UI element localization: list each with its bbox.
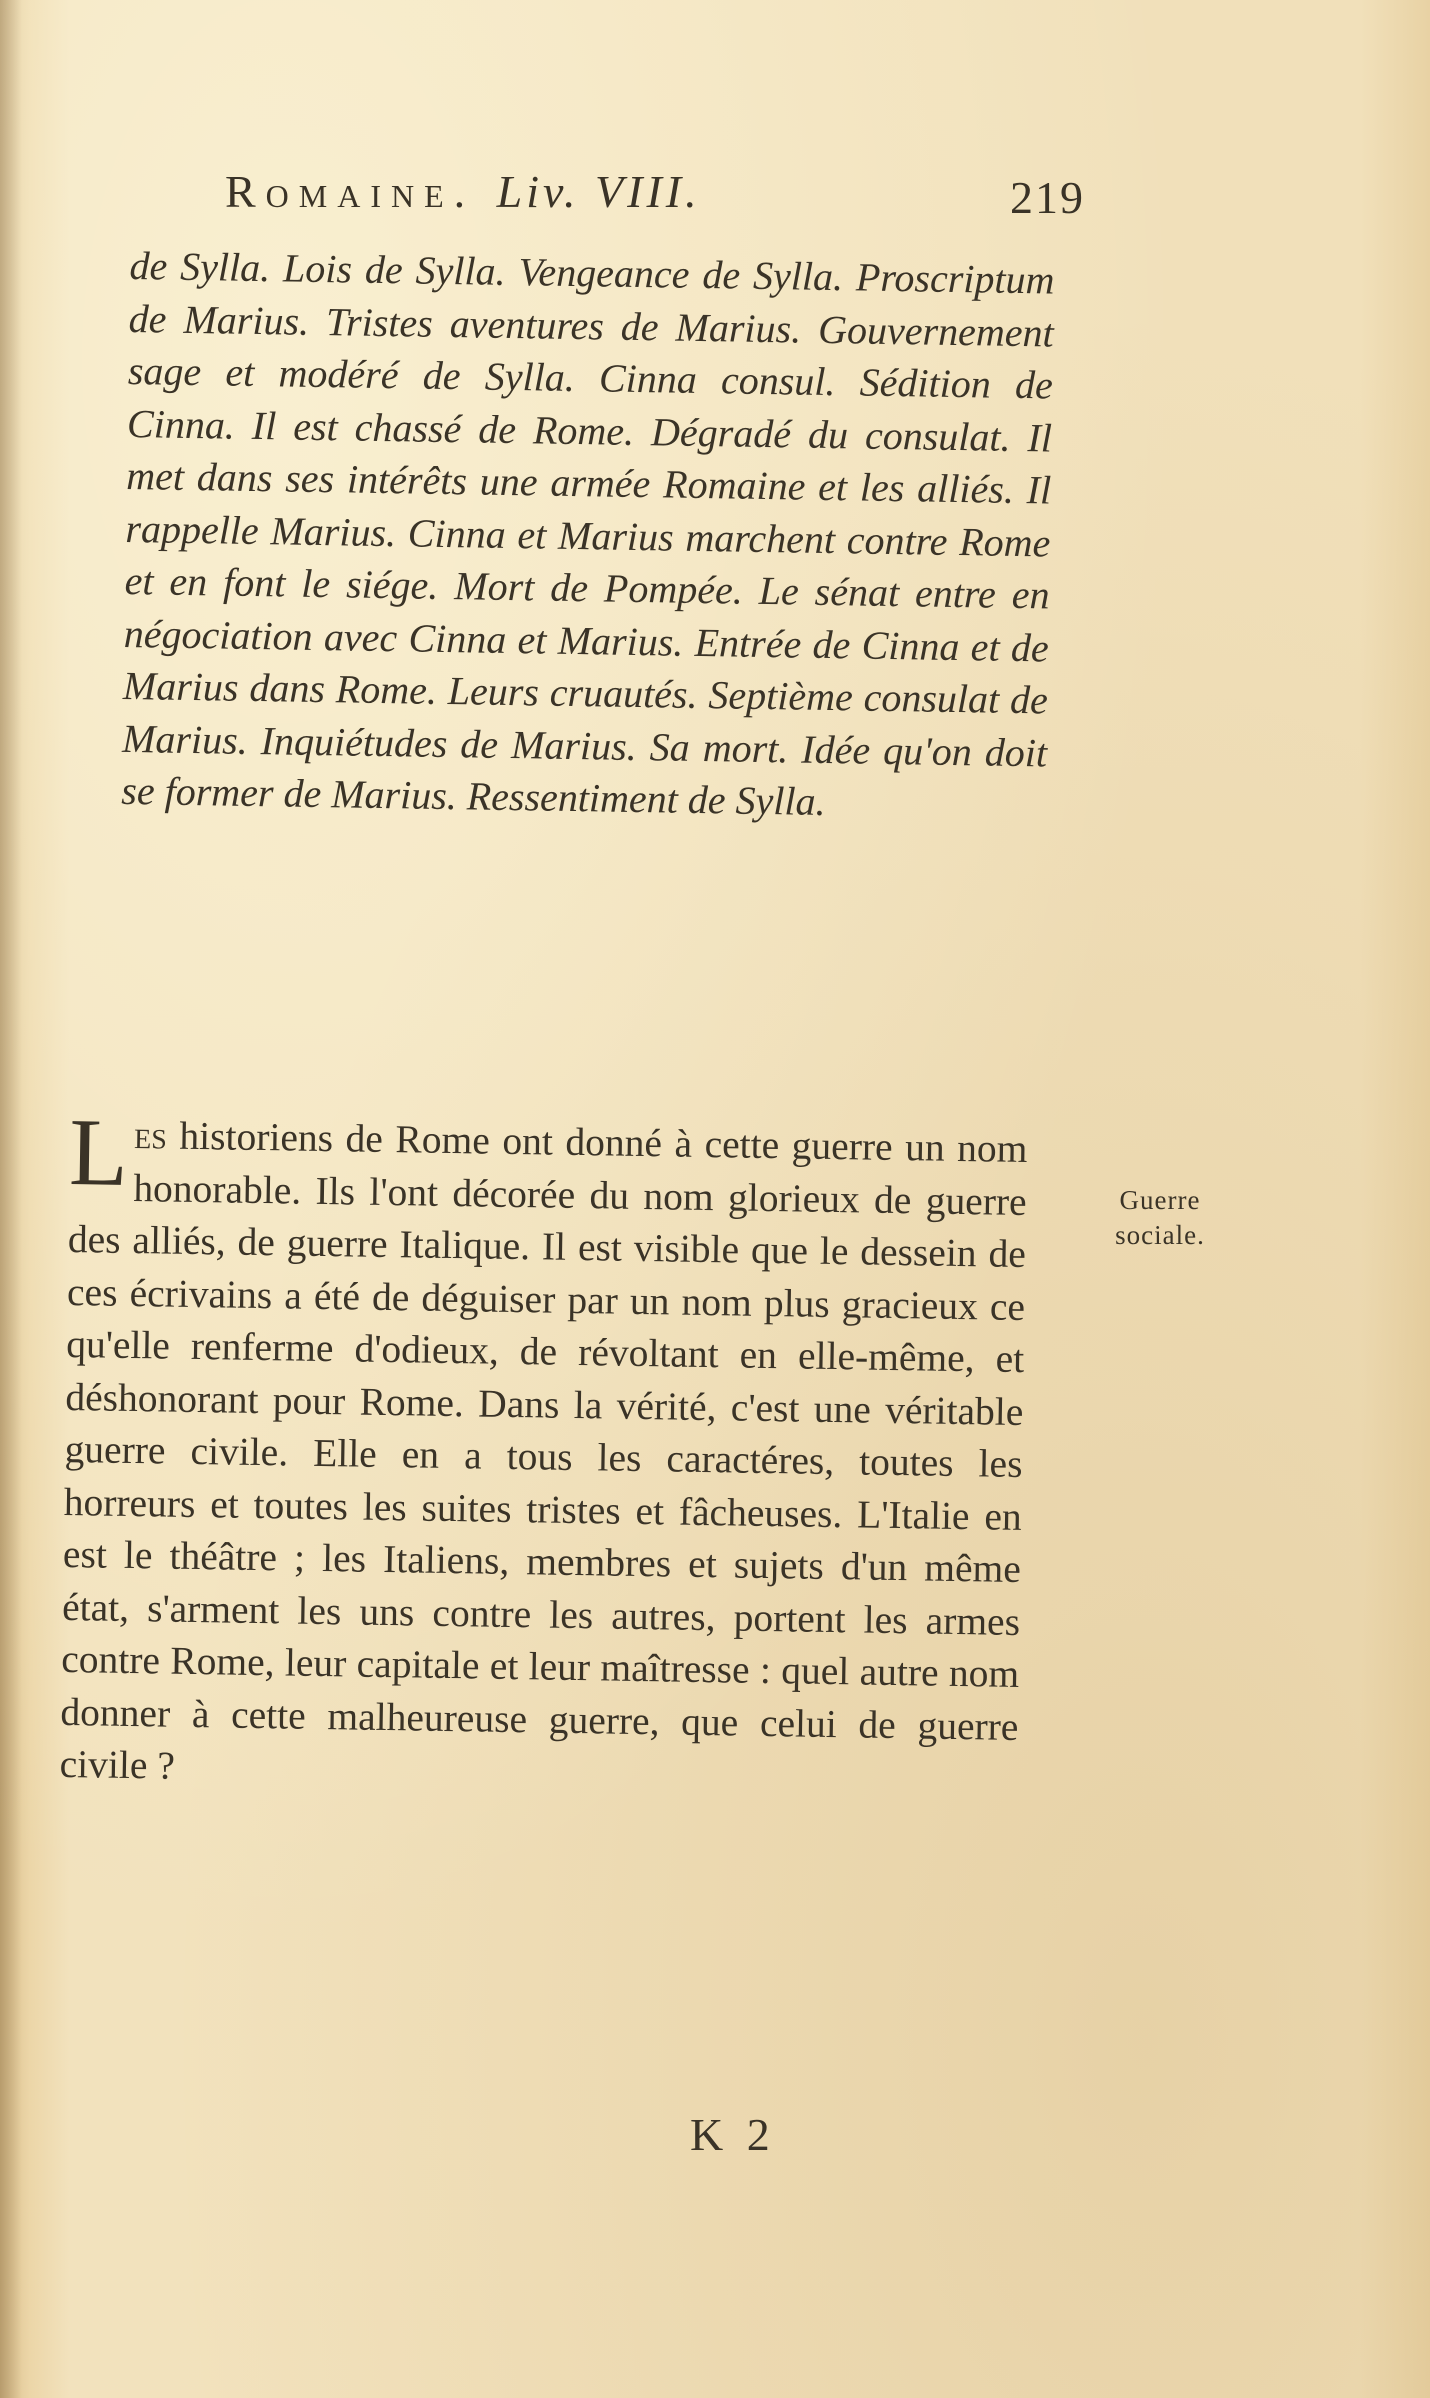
first-word-rest: es	[133, 1113, 168, 1158]
running-head-title	[225, 165, 701, 218]
page-number: 219	[1010, 172, 1085, 223]
running-head	[225, 165, 1085, 235]
body-text	[59, 1098, 1028, 1805]
chapter-summary-text: de Sylla. Lois de Sylla. Vengeance de Sylla. Proscriptum de Marius. Tristes aventures de Marius. Gouvernement sage et modéré de Sylla. Cinna consul. Sédition de Cinna. Il est chassé de Rome. Dégradé du consulat. Il met dans ses intérêts une armée Romaine et les alliés. Il rappelle Marius. Cinna et Marius marchent contre Rome et en font le siége. Mort de Pompée. Le sénat entre en négociation avec Cinna et Marius. Entrée de Cinna et de Marius dans Rome. Leurs cruautés. Septième consulat de Marius. Inquiétudes de Marius. Sa mort. Idée qu'on doit se former de Marius. Ressentiment de Sylla.	[120, 242, 1055, 824]
chapter-summary	[121, 240, 1055, 832]
body-paragraph	[59, 1098, 1028, 1805]
margin-note	[1090, 1183, 1230, 1253]
body-paragraph-text: historiens de Rome ont donné à cette guerre un nom honorable. Ils l'ont décorée du nom glorieux de guerre des alliés, de guerre Italique. Il est visible que le dessein de ces écrivains a été de déguiser par un nom plus gracieux ce qu'elle renferme d'odieux, de révoltant en elle-même, et déshonorant pour Rome. Dans la vérité, c'est une véritable guerre civile. Elle en a tous les caractéres, toutes les horreurs et toutes les suites tristes et fâcheuses. L'Italie en est le théâtre ; les Italiens, membres et sujets d'un même état, s'arment les uns contre les autres, portent les armes contre Rome, leur capitale et leur maîtresse : quel autre nom donner à cette malheureuse guerre, que celui de guerre civile ?	[59, 1113, 1028, 1788]
running-head-name: Romaine.	[225, 166, 476, 217]
running-head-book: Liv. VIII.	[496, 166, 701, 217]
spine-shadow	[0, 0, 22, 2398]
signature-mark: K 2	[690, 2109, 776, 2160]
margin-note-line-1: Guerre	[1119, 1185, 1201, 1215]
drop-cap: L	[68, 1098, 129, 1206]
margin-note-line-2: sociale.	[1115, 1220, 1205, 1250]
